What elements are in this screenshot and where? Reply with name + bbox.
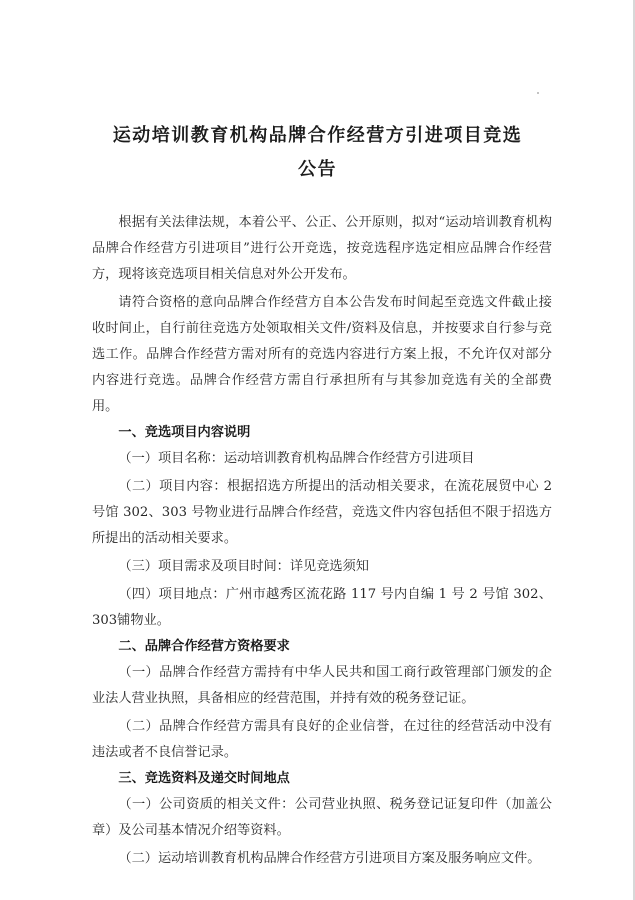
speck-mark — [537, 92, 539, 94]
intro-paragraph: 根据有关法律法规，本着公平、公正、公开原则，拟对“运动培训教育机构品牌合作经营方引进项目”进行公开竞选，按竞选程序选定相应品牌合作经营方，现将该竞选项目相关信息对外公开发布。 — [92, 215, 552, 282]
section-item: （一）品牌合作经营方需持有中华人民共和国工商行政管理部门颁发的企业法人营业执照，具备相应的经营范围，并持有效的税务登记证。 — [92, 665, 552, 706]
section-heading: 一、竞选项目内容说明 — [118, 425, 251, 440]
intro-paragraph: 请符合资格的意向品牌合作经营方自本公告发布时间起至竞选文件截止接收时间止，自行前往竞选方处领取相关文件/资料及信息，并按要求自行参与竞选工作。品牌合作经营方需对所有的竞选内容进行方案上报，不允许仅对部分内容进行竞选。品牌合作经营方需自行承担所有与其参加竞选有关的全部费用。 — [92, 295, 552, 414]
section-item: （二）品牌合作经营方需具有良好的企业信誉，在过往的经营活动中没有违法或者不良信誉记录。 — [92, 719, 552, 760]
section-heading: 三、竞选资料及递交时间地点 — [118, 771, 290, 786]
document-title-line-2: 公告 — [298, 159, 337, 180]
document-body — [92, 210, 552, 872]
section-item: （一）项目名称：运动培训教育机构品牌合作经营方引进项目 — [118, 451, 475, 466]
section-item: （一）公司资质的相关文件：公司营业执照、税务登记证复印件（加盖公章）及公司基本情况介绍等资料。 — [92, 797, 552, 838]
section-heading: 二、品牌合作经营方资格要求 — [118, 639, 290, 654]
section-item: （二）运动培训教育机构品牌合作经营方引进项目方案及服务响应文件。 — [118, 851, 541, 866]
section-item: （三）项目需求及项目时间：详见竞选须知 — [118, 559, 369, 574]
section-item: （四）项目地点：广州市越秀区流花路 117 号内自编 1 号 2 号馆 302、303铺物业。 — [92, 587, 552, 628]
section-item: （二）项目内容：根据招选方所提出的活动相关要求，在流花展贸中心 2号馆 302、303 号物业进行品牌合作经营，竞选文件内容包括但不限于招选方所提出的活动相关要求。 — [92, 479, 552, 546]
document-title: 运动培训教育机构品牌合作经营方引进项目竞选 — [112, 125, 523, 146]
